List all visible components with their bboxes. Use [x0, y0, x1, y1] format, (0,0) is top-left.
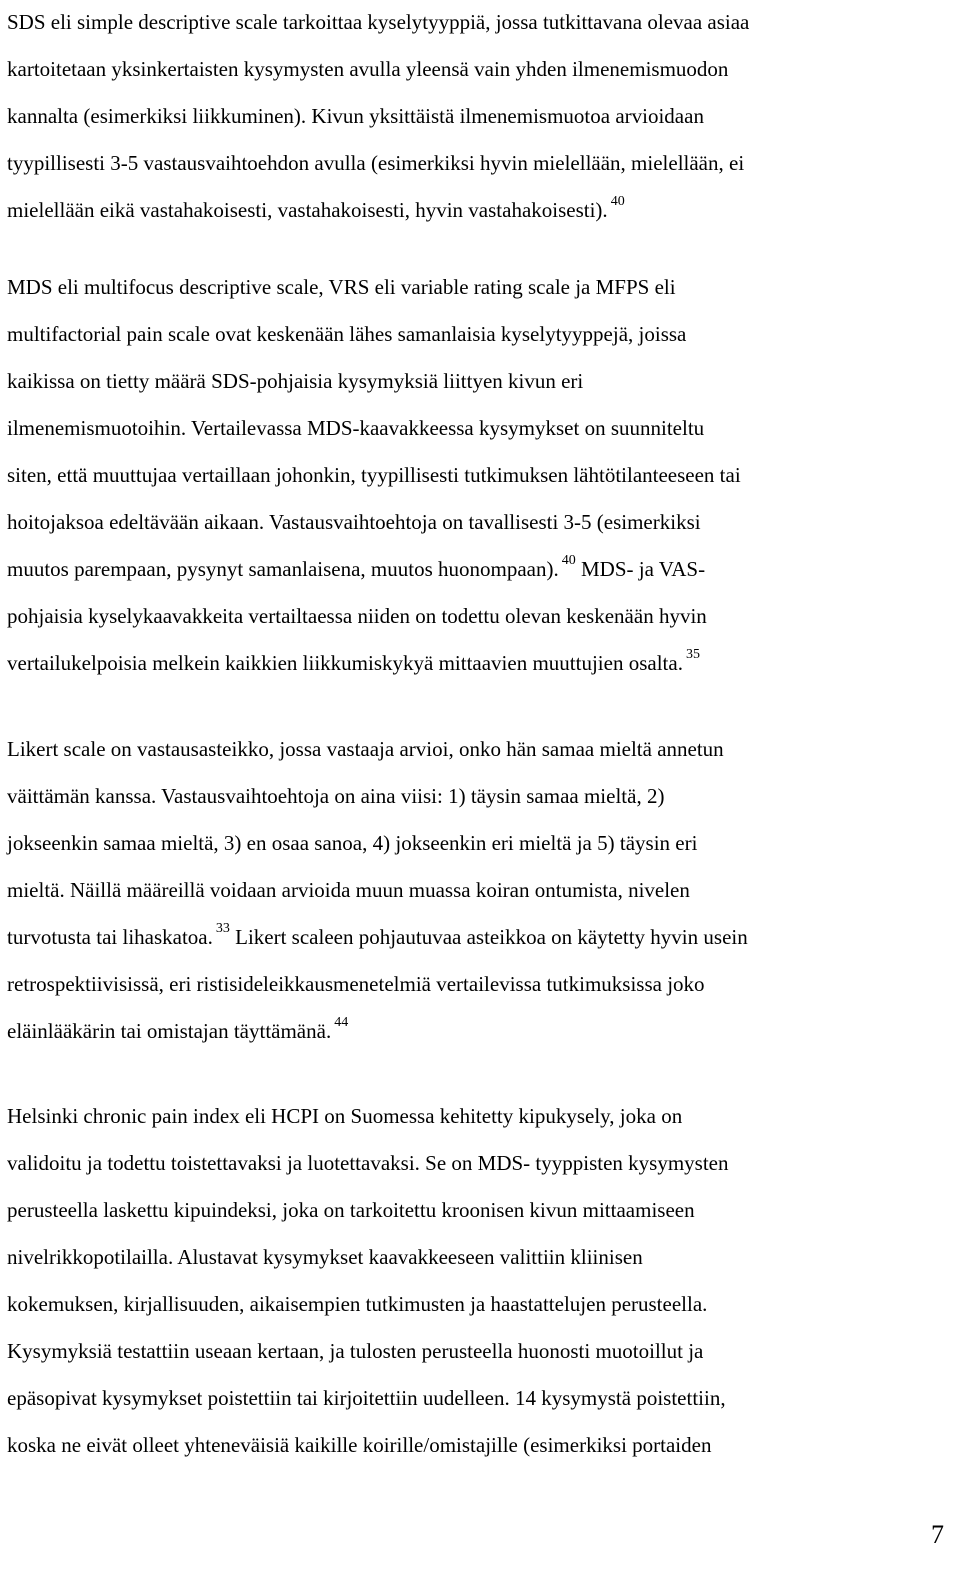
text-segment: validoitu ja todettu toistettavaksi ja luotettavaksi. Se on MDS- tyyppisten kysymysten: [7, 1151, 729, 1175]
text-line: [7, 46, 749, 93]
text-segment: Kysymyksiä testattiin useaan kertaan, ja tulosten perusteella huonosti muotoillut ja: [7, 1339, 704, 1363]
text-line: [7, 93, 749, 140]
text-line: [7, 546, 741, 593]
text-segment: muutos parempaan, pysynyt samanlaisena, muutos huonompaan).: [7, 557, 559, 581]
text-line: [7, 1234, 729, 1281]
text-line: [7, 187, 749, 234]
text-line: [7, 311, 741, 358]
text-line: [7, 1187, 729, 1234]
text-line: [7, 593, 741, 640]
text-line: [7, 1375, 729, 1422]
citation-reference: 33: [215, 921, 230, 936]
text-segment: epäsopivat kysymykset poistettiin tai kirjoitettiin uudelleen. 14 kysymystä poistettiin,: [7, 1386, 726, 1410]
citation-reference: 40: [610, 194, 625, 209]
text-line: [7, 358, 741, 405]
text-line: [7, 914, 748, 961]
text-segment: MDS eli multifocus descriptive scale, VRS eli variable rating scale ja MFPS eli: [7, 275, 676, 299]
text-segment: koska ne eivät olleet yhteneväisiä kaikille koirille/omistajille (esimerkiksi portaiden: [7, 1433, 712, 1457]
text-segment: perusteella laskettu kipuindeksi, joka on tarkoitettu kroonisen kivun mittaamiseen: [7, 1198, 695, 1222]
paragraph-sds: [7, 0, 749, 234]
text-segment: multifactorial pain scale ovat keskenään lähes samanlaisia kyselytyyppejä, joissa: [7, 322, 687, 346]
text-line: [7, 773, 748, 820]
paragraph-likert: [7, 726, 748, 1055]
text-segment: eläinlääkärin tai omistajan täyttämänä.: [7, 1019, 332, 1043]
text-segment: MDS- ja VAS-: [575, 557, 706, 581]
paragraph-hcpi: [7, 1093, 729, 1469]
text-line: [7, 1422, 729, 1469]
text-segment: pohjaisia kyselykaavakkeita vertailtaessa niiden on todettu olevan keskenään hyvin: [7, 604, 707, 628]
text-segment: hoitojaksoa edeltävään aikaan. Vastausvaihtoehtoja on tavallisesti 3-5 (esimerkiksi: [7, 510, 701, 534]
text-line: [7, 0, 749, 46]
text-segment: ilmenemismuotoihin. Vertailevassa MDS-kaavakkeessa kysymykset on suunniteltu: [7, 416, 705, 440]
text-line: [7, 1281, 729, 1328]
text-line: [7, 867, 748, 914]
text-line: [7, 452, 741, 499]
text-segment: kaikissa on tietty määrä SDS-pohjaisia kysymyksiä liittyen kivun eri: [7, 369, 584, 393]
text-segment: Helsinki chronic pain index eli HCPI on Suomessa kehitetty kipukysely, joka on: [7, 1104, 683, 1128]
text-segment: nivelrikkopotilailla. Alustavat kysymykset kaavakkeeseen valittiin kliinisen: [7, 1245, 643, 1269]
text-segment: kokemuksen, kirjallisuuden, aikaisempien tutkimusten ja haastattelujen perusteella.: [7, 1292, 708, 1316]
text-line: [7, 405, 741, 452]
citation-reference: 40: [561, 553, 576, 568]
citation-reference: 35: [685, 647, 700, 662]
text-segment: vertailukelpoisia melkein kaikkien liikkumiskykyä mittaavien muuttujien osalta.: [7, 651, 683, 675]
text-segment: Likert scaleen pohjautuvaa asteikkoa on käytetty hyvin usein: [229, 925, 748, 949]
text-line: [7, 820, 748, 867]
page-number: 7: [931, 1520, 944, 1549]
text-line: [7, 1008, 748, 1055]
paragraph-mds: [7, 264, 741, 687]
text-segment: SDS eli simple descriptive scale tarkoittaa kyselytyyppiä, jossa tutkittavana olevaa asiaa: [7, 10, 750, 34]
text-line: [7, 726, 748, 773]
text-segment: turvotusta tai lihaskatoa.: [7, 925, 213, 949]
text-line: [7, 264, 741, 311]
text-line: [7, 1140, 729, 1187]
citation-reference: 44: [334, 1015, 349, 1030]
text-line: [7, 961, 748, 1008]
text-line: [7, 140, 749, 187]
text-line: [7, 1093, 729, 1140]
text-line: [7, 640, 741, 687]
text-segment: retrospektiivisissä, eri ristisideleikkausmenetelmiä vertailevissa tutkimuksissa joko: [7, 972, 705, 996]
text-segment: kartoitetaan yksinkertaisten kysymysten avulla yleensä vain yhden ilmenemismuodon: [7, 57, 729, 81]
text-segment: jokseenkin samaa mieltä, 3) en osaa sanoa, 4) jokseenkin eri mieltä ja 5) täysin eri: [7, 831, 698, 855]
text-segment: mieltä. Näillä määreillä voidaan arvioida muun muassa koiran ontumista, nivelen: [7, 878, 690, 902]
text-segment: Likert scale on vastausasteikko, jossa vastaaja arvioi, onko hän samaa mieltä annetun: [7, 737, 724, 761]
text-line: [7, 1328, 729, 1375]
text-segment: mielellään eikä vastahakoisesti, vastahakoisesti, hyvin vastahakoisesti).: [7, 198, 608, 222]
text-segment: kannalta (esimerkiksi liikkuminen). Kivun yksittäistä ilmenemismuotoa arvioidaan: [7, 104, 704, 128]
text-segment: tyypillisesti 3-5 vastausvaihtoehdon avulla (esimerkiksi hyvin mielellään, mielellään, ei: [7, 151, 745, 175]
text-segment: siten, että muuttujaa vertaillaan johonkin, tyypillisesti tutkimuksen lähtötilanteeseen tai: [7, 463, 741, 487]
text-segment: väittämän kanssa. Vastausvaihtoehtoja on aina viisi: 1) täysin samaa mieltä, 2): [7, 784, 665, 808]
text-line: [7, 499, 741, 546]
